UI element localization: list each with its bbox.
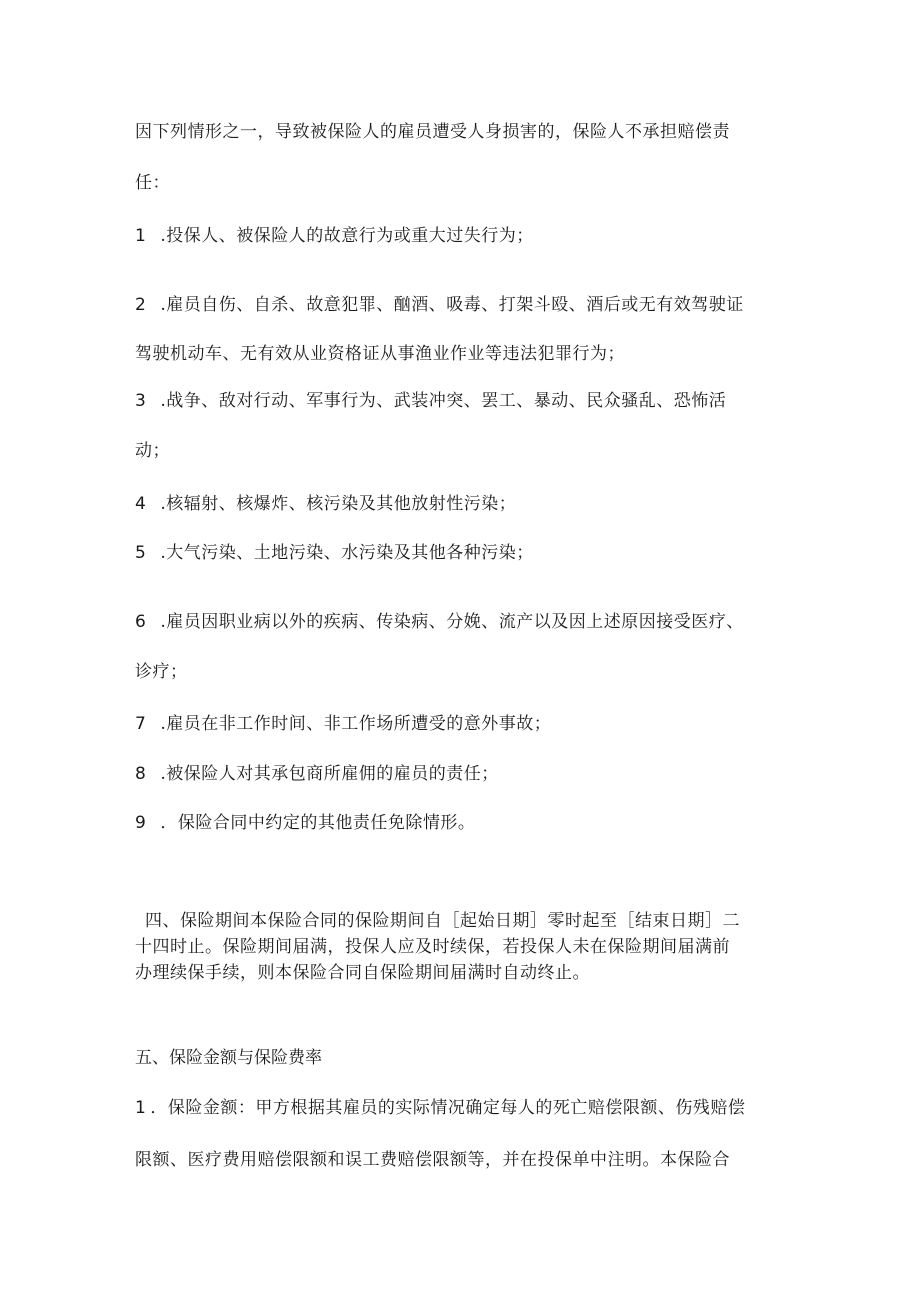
item-text: .投保人、被保险人的故意行为或重大过失行为；: [160, 226, 534, 246]
section-4-line-2: 十四时止。保险期间届满，投保人应及时续保，若投保人未在保险期间届满前: [135, 937, 730, 957]
list-item-2: [135, 295, 744, 315]
section-5-item-1-cont: 限额、医疗费用赔偿限额和误工费赔偿限额等，并在投保单中注明。本保险合: [135, 1150, 730, 1170]
item-number: 1: [135, 226, 147, 246]
item-number: 6: [135, 612, 147, 632]
intro-line-2: 任：: [135, 173, 170, 193]
item-text: ．保险金额：甲方根据其雇员的实际情况确定每人的死亡赔偿限额、伤残赔偿: [150, 1098, 746, 1118]
item-text: .雇员自伤、自杀、故意犯罪、酗酒、吸毒、打架斗殴、酒后或无有效驾驶证: [160, 295, 744, 315]
item-number: 5: [135, 543, 147, 563]
list-item-1: [135, 226, 534, 246]
list-item-2-cont: 驾驶机动车、无有效从业资格证从事渔业作业等违法犯罪行为；: [135, 344, 625, 364]
item-text: .核辐射、核爆炸、核污染及其他放射性污染；: [160, 494, 517, 514]
item-number: 4: [135, 494, 147, 514]
item-text: .战争、敌对行动、军事行为、武装冲突、罢工、暴动、民众骚乱、恐怖活: [160, 391, 727, 411]
list-item-6: [135, 612, 744, 632]
item-number: 2: [135, 295, 147, 315]
section-4-line-3: 办理续保手续，则本保险合同自保险期间届满时自动终止。: [135, 963, 590, 983]
intro-line-1: 因下列情形之一，导致被保险人的雇员遭受人身损害的，保险人不承担赔偿责: [135, 122, 730, 142]
list-item-5: [135, 543, 534, 563]
list-item-4: [135, 494, 516, 514]
list-item-8: [135, 764, 499, 784]
section-5-item-1: [135, 1098, 745, 1118]
item-text: .被保险人对其承包商所雇佣的雇员的责任；: [160, 764, 499, 784]
item-text: .雇员在非工作时间、非工作场所遭受的意外事故；: [160, 714, 552, 734]
item-number: 9: [135, 813, 147, 833]
list-item-6-cont: 诊疗；: [135, 662, 188, 682]
item-text: .大气污染、土地污染、水污染及其他各种污染；: [160, 543, 534, 563]
item-text: ．保险合同中约定的其他责任免除情形。: [160, 813, 476, 833]
section-5-heading: 五、保险金额与保险费率: [135, 1048, 322, 1068]
item-number: 1: [135, 1098, 147, 1118]
list-item-3-cont: 动；: [135, 441, 170, 461]
section-4-line-1: 四、保险期间本保险合同的保险期间自［起始日期］零时起至［结束日期］二: [145, 911, 740, 931]
list-item-7: [135, 714, 551, 734]
list-item-3: [135, 391, 726, 411]
item-number: 7: [135, 714, 147, 734]
item-number: 3: [135, 391, 147, 411]
item-text: .雇员因职业病以外的疾病、传染病、分娩、流产以及因上述原因接受医疗、: [160, 612, 744, 632]
list-item-9: [135, 813, 475, 833]
item-number: 8: [135, 764, 147, 784]
